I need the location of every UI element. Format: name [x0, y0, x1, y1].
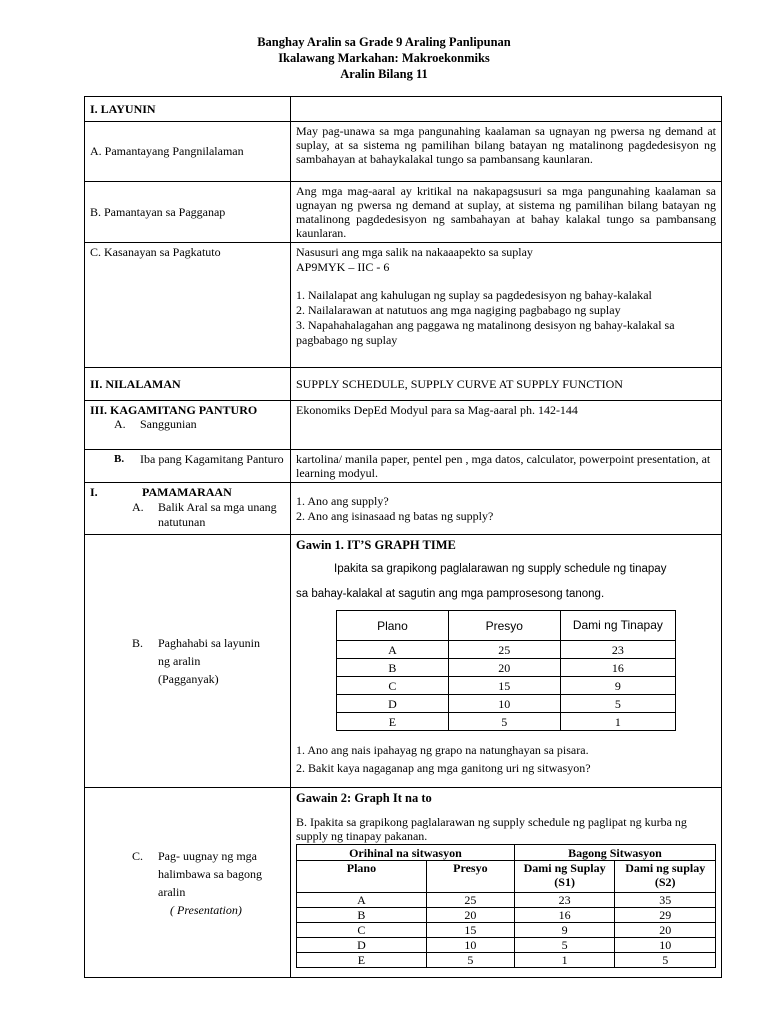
table2-cell: 29 [615, 908, 716, 923]
table1-cell: 15 [448, 677, 560, 695]
pag-uugnay-letter: C. [132, 848, 144, 863]
table2-group-bago: Bagong Sitwasyon [514, 845, 715, 861]
pagganap-label: B. Pamantayan sa Pagganap [85, 182, 291, 243]
balik-aral-letter: A. [132, 500, 144, 514]
table2-header-s1: Dami ng Suplay (S1) [514, 861, 615, 893]
table1-cell: 5 [448, 713, 560, 731]
row-balik-aral [85, 483, 722, 535]
kasanayan-label: C. Kasanayan sa Pagkatuto [85, 243, 291, 368]
table1-cell: D [337, 695, 449, 713]
lesson-plan-table [84, 96, 722, 978]
iba-pang-label: Iba pang Kagamitang Panturo [140, 452, 284, 466]
pagganap-text: Ang mga mag-aaral ay kritikal na nakapagsusuri sa mga pangunahing kaalaman sa ugnayan ng pwersa ng demand at suplay, at sistema ng pamilihan bilang batayan ng matalinong pagdedesisyon ng sambahayan at bahay kalakal tungo sa pambansang kaunlaran. [291, 182, 722, 243]
gawain2-instruction: B. Ipakita sa grapikong paglalarawan ng supply schedule ng paglipat ng kurba ng supply ng tinapay pakanan. [296, 815, 687, 843]
table2-cell: 35 [615, 893, 716, 908]
paghahabi-question-2: 2. Bakit kaya nagaganap ang mga ganitong uri ng sitwasyon? [296, 761, 591, 775]
gawain1-instruction-1: Ipakita sa grapikong paglalarawan ng supply schedule ng tinapay [334, 563, 667, 575]
table-row [297, 923, 716, 938]
pamamaraan-label-cell [85, 483, 291, 535]
table2-cell: 10 [615, 938, 716, 953]
table-row [297, 908, 716, 923]
row-layunin [85, 97, 722, 122]
table-row [297, 953, 716, 968]
kasanayan-content [291, 243, 722, 368]
table1-header-dami: Dami ng Tinapay [560, 611, 675, 641]
balik-aral-q1: 1. Ano ang supply? [296, 493, 389, 508]
table1-cell: 20 [448, 659, 560, 677]
pangnilalaman-text: May pag-unawa sa mga pangunahing kaalaman sa ugnayan ng pwersa ng demand at suplay, at sa sistema ng pamilihan bilang batayan ng matalinong pagdedesisyon ng sambahayan at bahaykalakal tungo sa pambansang kaunlaran. [291, 122, 722, 182]
table1-cell: 9 [560, 677, 675, 695]
layunin-empty [291, 97, 722, 122]
balik-aral-label: Balik Aral sa mga unang natutunan [158, 500, 277, 529]
row-pag-uugnay [85, 788, 722, 978]
balik-aral-content [291, 483, 722, 535]
table2-cell: 5 [426, 953, 514, 968]
table2-header-presyo: Presyo [426, 861, 514, 893]
table-row [337, 695, 676, 713]
pamamaraan-num: I. [90, 485, 98, 499]
kagamitan-label-cell [85, 401, 291, 450]
paghahabi-label-cell [85, 535, 291, 788]
kasanayan-item-1: 1. Nailalapat ang kahulugan ng suplay sa pagdedesisyon ng bahay-kalakal [296, 288, 652, 302]
table1-header-plano: Plano [337, 611, 449, 641]
header-lesson-number: Aralin Bilang 11 [340, 67, 428, 81]
table2-cell: 5 [514, 938, 615, 953]
table2-group-orihinal: Orihinal na sitwasyon [297, 845, 515, 861]
supply-schedule-table [336, 610, 676, 731]
sanggunian-text-label: Sanggunian [140, 417, 197, 431]
nilalaman-text: SUPPLY SCHEDULE, SUPPLY CURVE AT SUPPLY FUNCTION [291, 368, 722, 401]
iba-pang-text: kartolina/ manila paper, pentel pen , mga datos, calculator, powerpoint presentation, at learning modyul. [291, 450, 722, 483]
table-row [337, 659, 676, 677]
sanggunian-text: Ekonomiks DepEd Modyul para sa Mag-aaral ph. 142-144 [291, 401, 722, 450]
table2-header-plano: Plano [297, 861, 427, 893]
nilalaman-title: II. NILALAMAN [85, 368, 291, 401]
table1-cell: 23 [560, 641, 675, 659]
kasanayan-code: AP9MYK – IIC - 6 [296, 260, 390, 274]
table1-cell: 25 [448, 641, 560, 659]
table2-group-row [297, 845, 716, 861]
gawain1-instruction-2: sa bahay-kalakal at sagutin ang mga pamprosesong tanong. [296, 588, 605, 600]
layunin-title: I. LAYUNIN [85, 97, 291, 122]
supply-shift-table [296, 844, 716, 968]
row-pamantayan-pagganap [85, 182, 722, 243]
paghahabi-label-3: (Pagganyak) [158, 672, 219, 686]
table1-cell: 5 [560, 695, 675, 713]
table2-cell: 10 [426, 938, 514, 953]
paghahabi-label-2: ng aralin [158, 654, 201, 668]
iba-pang-letter: B. [114, 453, 125, 465]
table1-cell: C [337, 677, 449, 695]
table1-cell: A [337, 641, 449, 659]
document-header [0, 34, 768, 82]
row-pamantayang-pangnilalaman [85, 122, 722, 182]
table2-cell: 16 [514, 908, 615, 923]
table1-header-presyo: Presyo [448, 611, 560, 641]
balik-aral-q2: 2. Ano ang isinasaad ng batas ng supply? [296, 508, 494, 523]
row-paghahabi [85, 535, 722, 788]
table2-cell: 20 [615, 923, 716, 938]
table2-cell: 9 [514, 923, 615, 938]
table-row [297, 893, 716, 908]
pamamaraan-title: PAMAMARAAN [142, 485, 232, 499]
table-row [337, 677, 676, 695]
row-kagamitan [85, 401, 722, 450]
kasanayan-item-3: 3. Napahahalagahan ang paggawa ng matalinong desisyon ng bahay-kalakal sa pagbabago ng suplay [296, 318, 675, 347]
pag-uugnay-label-1: Pag- uugnay ng mga [158, 848, 257, 863]
table1-cell: B [337, 659, 449, 677]
row-iba-pang-kagamitan [85, 450, 722, 483]
pag-uugnay-label-3: aralin [158, 884, 186, 899]
table1-cell: 1 [560, 713, 675, 731]
table2-cell: 20 [426, 908, 514, 923]
gawain2-title: Gawain 2: Graph It na to [296, 791, 432, 805]
table1-cell: 16 [560, 659, 675, 677]
table1-cell: 10 [448, 695, 560, 713]
sanggunian-label [90, 417, 285, 431]
table2-cell: 23 [514, 893, 615, 908]
paghahabi-label-1: Paghahabi sa layunin [158, 636, 260, 650]
table2-cell: 5 [615, 953, 716, 968]
gawain1-title: Gawin 1. IT’S GRAPH TIME [296, 538, 456, 552]
table2-cell: D [297, 938, 427, 953]
header-title: Banghay Aralin sa Grade 9 Araling Panlipunan [257, 35, 511, 49]
pag-uugnay-label-cell [85, 788, 291, 978]
kasanayan-line: Nasusuri ang mga salik na nakaaapekto sa suplay [296, 245, 533, 259]
header-quarter: Ikalawang Markahan: Makroekonmiks [278, 51, 490, 65]
pag-uugnay-label-4: ( Presentation) [170, 902, 242, 917]
table2-cell: 15 [426, 923, 514, 938]
table2-cell: C [297, 923, 427, 938]
row-nilalaman [85, 368, 722, 401]
pag-uugnay-content [291, 788, 722, 978]
table2-cell: E [297, 953, 427, 968]
row-kasanayan [85, 243, 722, 368]
paghahabi-letter: B. [132, 636, 144, 650]
paghahabi-question-1: 1. Ano ang nais ipahayag ng grapo na natunghayan sa pisara. [296, 743, 589, 757]
table2-cell: A [297, 893, 427, 908]
table2-header-s2: Dami ng suplay (S2) [615, 861, 716, 893]
sanggunian-letter: A. [114, 417, 126, 431]
table1-cell: E [337, 713, 449, 731]
iba-pang-label-cell [85, 450, 291, 483]
paghahabi-content [291, 535, 722, 788]
table2-cell: 1 [514, 953, 615, 968]
table-row [337, 641, 676, 659]
pamamaraan-title-line [90, 485, 285, 500]
pag-uugnay-label-2: halimbawa sa bagong [158, 866, 262, 881]
table-row [337, 713, 676, 731]
table1-header-row [337, 611, 676, 641]
table2-header-row [297, 861, 716, 893]
kasanayan-item-2: 2. Nailalarawan at natutuos ang mga nagiging pagbabago ng suplay [296, 303, 621, 317]
kagamitan-title: III. KAGAMITANG PANTURO [90, 403, 258, 417]
table2-cell: B [297, 908, 427, 923]
table-row [297, 938, 716, 953]
table2-cell: 25 [426, 893, 514, 908]
pangnilalaman-label: A. Pamantayang Pangnilalaman [85, 122, 291, 182]
